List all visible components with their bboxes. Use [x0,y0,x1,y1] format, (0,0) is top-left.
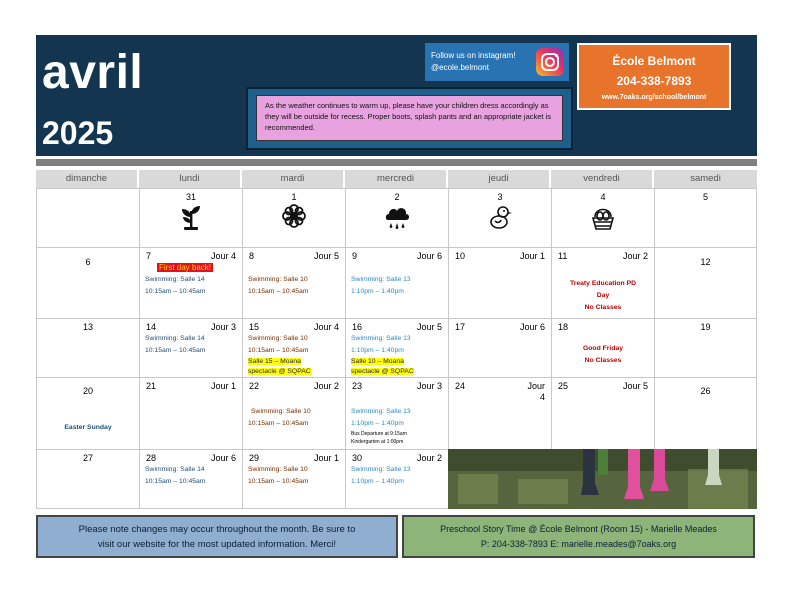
day-header-mardi: mardi [242,170,345,188]
event-highlight: spectacle @ SQPAC [351,368,414,375]
story-time-title: Preschool Story Time @ École Belmont (Room 15) - Marielle Meades [440,524,717,534]
day-number: 20 [82,386,93,396]
cycle-day: Jour 2 [313,381,339,391]
day-number: 9 [352,251,358,261]
event-text: Swimming: Salle 14 [145,466,205,473]
event-text: 10:15am – 10:45am [145,478,206,485]
calendar-cell [448,188,552,248]
day-number: 3 [497,192,503,202]
weather-notice-frame [246,87,573,150]
event-text: 1:10pm – 1:40pm [351,478,404,485]
chick-icon [487,203,513,233]
rain-cloud-icon [384,203,410,233]
flower-icon [281,203,307,233]
day-number: 6 [85,257,91,267]
calendar-cell [139,247,243,319]
school-phone: 204-338-7893 [616,74,692,88]
event-highlight: spectacle @ SQPAC [248,368,311,375]
cycle-day: Jour 2 [416,453,442,463]
header-divider [36,159,757,166]
event-text: 10:15am – 10:45am [248,347,309,354]
cycle-day: Jour 3 [210,322,236,332]
event-highlight: Salle 15 – Moana [248,358,301,365]
day-number: 16 [352,322,363,332]
day-number: 12 [700,257,711,267]
calendar-cell [36,449,140,509]
calendar-grid [36,170,757,509]
calendar-cell [551,377,655,450]
day-number: 14 [146,322,157,332]
event-text: Swimming: Salle 10 [248,335,308,342]
year-title: 2025 [42,115,114,151]
day-number: 11 [558,251,568,261]
day-number: 27 [82,453,93,463]
cycle-day: Jour 1 [519,251,545,261]
weather-notice: As the weather continues to warm up, please have your children dress accordingly as they will be outside for recess. Proper boots, splash pants and an appropriate jacket is recommended. [256,95,563,141]
day-number: 24 [455,381,466,391]
event-text: Treaty Education PD [569,280,637,287]
event-text: Swimming: Salle 13 [351,408,411,415]
preschool-story-time [402,515,755,558]
calendar-cell [242,247,346,319]
cycle-day: Jour 5 [622,381,648,391]
day-header-mercredi: mercredi [345,170,448,188]
event-text: Good Friday [582,345,624,352]
day-number: 2 [394,192,400,202]
calendar-cell [654,318,757,378]
sprout-icon [178,203,204,233]
day-number: 22 [249,381,260,391]
event-text: 1:10pm – 1:40pm [351,420,404,427]
event-note: Kindergarten at 1:00pm [351,439,404,445]
calendar-cell [139,377,243,450]
day-number: 19 [700,322,711,332]
calendar-cell [448,318,552,378]
calendar-cell [345,247,449,319]
first-day-back-badge: First day back! [159,263,212,272]
day-number: 17 [455,322,466,332]
event-text: No Classes [584,304,622,311]
day-number: 1 [291,192,297,202]
cycle-day: Jour 1 [210,381,236,391]
day-number: 15 [249,322,260,332]
egg-basket-icon [590,203,616,233]
header-banner [36,35,757,156]
day-header-dimanche: dimanche [36,170,139,188]
calendar-cell [345,449,449,509]
day-number: 10 [455,251,466,261]
calendar-cell [551,188,655,248]
story-time-contact[interactable]: P: 204-338-7893 E: marielle.meades@7oaks.org [480,539,677,549]
day-number: 4 [600,192,606,202]
day-number: 29 [249,453,260,463]
calendar-cell [242,188,346,248]
day-number: 30 [352,453,363,463]
instagram-icon[interactable] [536,48,564,76]
event-text: 10:15am – 10:45am [248,420,309,427]
event-text: Day [596,292,610,299]
calendar-cell [345,188,449,248]
calendar-cell [345,318,449,378]
cycle-day: Jour 4 [527,381,545,402]
calendar-cell [448,247,552,319]
cycle-day: Jour 5 [313,251,339,261]
cycle-day: Jour 6 [416,251,442,261]
calendar-cell [654,247,757,319]
event-note: Bus Departure at 9:15am [351,431,407,437]
instagram-box[interactable] [425,43,569,81]
calendar-cell [551,247,655,319]
instagram-cta: Follow us on instagram! [431,51,516,60]
event-text: 1:10pm – 1:40pm [351,288,404,295]
event-text: Swimming: Salle 10 [248,466,308,473]
event-text: Swimming: Salle 13 [351,276,411,283]
day-number: 5 [702,192,708,202]
day-number: 7 [146,251,152,261]
calendar-cell [36,247,140,319]
school-name: École Belmont [612,54,696,68]
calendar-cell [139,318,243,378]
calendar-cell [139,188,243,248]
cycle-day: Jour 5 [416,322,442,332]
calendar-cell [242,377,346,450]
school-website-link[interactable]: www.7oaks.org/school/belmont [601,94,707,101]
footer-notice-line2: visit our website for the most updated information. Merci! [97,539,337,550]
event-text: 10:15am – 10:45am [145,288,206,295]
calendar-cell [36,377,140,450]
event-text: Swimming: Salle 14 [145,335,205,342]
event-text: Swimming: Salle 13 [351,466,411,473]
cycle-day: Jour 4 [210,251,236,261]
calendar-cell [242,318,346,378]
footer-notice [36,515,398,558]
cycle-day: Jour 6 [210,453,236,463]
event-text: Swimming: Salle 10 [251,408,311,415]
cycle-day: Jour 2 [622,251,648,261]
instagram-handle[interactable]: @ecole.belmont [431,63,489,72]
day-number: 26 [700,386,711,396]
rain-boots-illustration [448,449,757,509]
event-text: 1:10pm – 1:40pm [351,347,404,354]
event-text: 10:15am – 10:45am [248,478,309,485]
cycle-day: Jour 3 [416,381,442,391]
cycle-day: Jour 6 [519,322,545,332]
calendar-cell [36,188,140,248]
event-highlight: Salle 10 – Moana [351,358,404,365]
day-header-jeudi: jeudi [448,170,551,188]
event-text: Easter Sunday [64,424,112,431]
calendar-cell [139,449,243,509]
event-text: Swimming: Salle 13 [351,335,411,342]
day-number: 18 [558,322,569,332]
event-text: Swimming: Salle 14 [145,276,205,283]
day-header-samedi: samedi [654,170,757,188]
day-header-lundi: lundi [139,170,242,188]
calendar-cell [654,377,757,450]
event-text: No Classes [584,357,622,364]
school-info-box [577,43,731,110]
calendar-cell [36,318,140,378]
day-number: 23 [352,381,363,391]
event-text: 10:15am – 10:45am [145,347,206,354]
day-number: 28 [146,453,157,463]
calendar-cell [551,318,655,378]
day-number: 8 [249,251,255,261]
day-header-vendredi: vendredi [551,170,654,188]
day-number: 25 [558,381,569,391]
calendar-cell [448,377,552,450]
calendar-cell [345,377,449,450]
day-number: 31 [185,192,196,202]
day-number: 13 [82,322,93,332]
calendar-cell [654,188,757,248]
calendar-cell [242,449,346,509]
event-text: Swimming: Salle 10 [248,276,308,283]
cycle-day: Jour 1 [313,453,339,463]
day-number: 21 [146,381,157,391]
rain-boots-photo [448,449,757,509]
cycle-day: Jour 4 [313,322,339,332]
month-title: avril [42,46,144,99]
event-text: 10:15am – 10:45am [248,288,309,295]
footer-notice-line1: Please note changes may occur throughout the month. Be sure to [78,524,356,535]
